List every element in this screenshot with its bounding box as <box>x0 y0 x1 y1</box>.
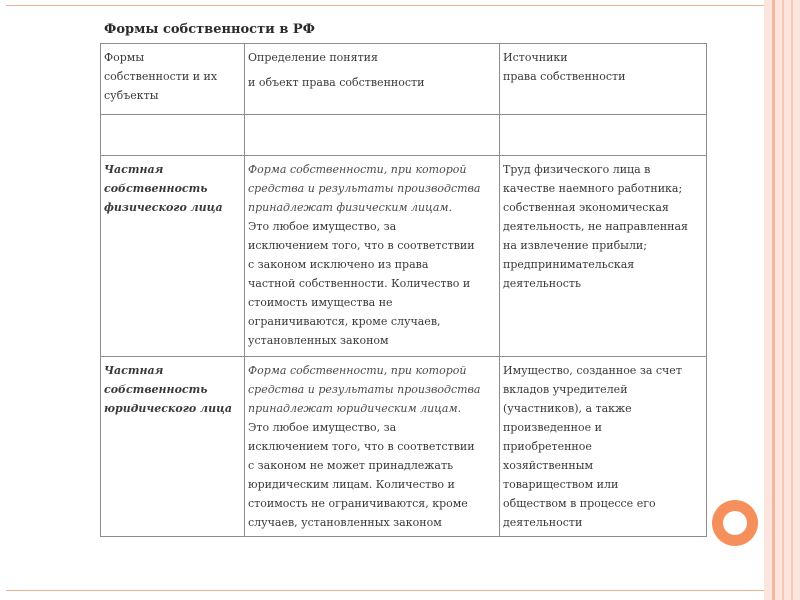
subject-text: собственность <box>104 182 208 195</box>
definition-italic-text: Форма собственности, при которой <box>248 364 467 377</box>
sources-text: (участников), а также <box>503 402 632 415</box>
subject-cell <box>101 357 245 537</box>
definition-text: Это любое имущество, за <box>248 220 397 233</box>
subject-cell <box>101 156 245 357</box>
definition-text: случаев, установленных законом <box>248 516 442 529</box>
sources-text: деятельность, не направленная <box>503 220 688 233</box>
definition-text: с законом исключено из права <box>248 258 429 271</box>
sources-cell <box>500 156 707 357</box>
definition-italic-text: принадлежат физическим лицам. <box>248 201 452 214</box>
definition-italic-text: средства и результаты производства <box>248 182 481 195</box>
sources-text: хозяйственным <box>503 459 594 472</box>
header-text: права собственности <box>503 70 626 83</box>
definition-text: установленных законом <box>248 334 389 347</box>
header-sources <box>500 44 707 115</box>
table-row <box>101 156 707 357</box>
sources-text: обществом в процессе его <box>503 497 656 510</box>
subject-text: юридического лица <box>104 402 233 415</box>
decorative-right-band <box>764 0 800 600</box>
frame-bottom-line <box>6 590 794 591</box>
decorative-stripe <box>782 0 784 600</box>
sources-text: приобретенное <box>503 440 592 453</box>
header-text: Определение понятия <box>248 51 378 64</box>
sources-text: предпринимательская <box>503 258 635 271</box>
sources-text: деятельность <box>503 277 581 290</box>
ownership-forms-table <box>100 43 707 537</box>
definition-text: стоимость не ограничиваются, кроме <box>248 497 468 510</box>
header-text: и объект права собственности <box>248 76 425 89</box>
definition-cell <box>245 156 500 357</box>
table-header-row <box>101 44 707 115</box>
definition-text: исключением того, что в соответствии <box>248 440 475 453</box>
header-text: Источники <box>503 51 568 64</box>
definition-text: ограничиваются, кроме случаев, <box>248 315 441 328</box>
empty-cell <box>101 115 245 156</box>
table-empty-row <box>101 115 707 156</box>
subject-text: физического лица <box>104 201 223 214</box>
decorative-circle-icon <box>712 500 758 546</box>
definition-text: частной собственности. Количество и <box>248 277 471 290</box>
decorative-stripe <box>791 0 793 600</box>
sources-text: деятельности <box>503 516 583 529</box>
definition-italic-text: средства и результаты производства <box>248 383 481 396</box>
sources-text: Труд физического лица в <box>503 163 651 176</box>
header-text: Формы <box>104 51 145 64</box>
definition-italic-text: принадлежат юридическим лицам. <box>248 402 462 415</box>
definition-text: с законом не может принадлежать <box>248 459 454 472</box>
decorative-stripe <box>772 0 775 600</box>
sources-text: качестве наемного работника; <box>503 182 683 195</box>
frame-top-line <box>6 5 794 6</box>
subject-text: собственность <box>104 383 208 396</box>
header-definition <box>245 44 500 115</box>
definition-text: юридическим лицам. Количество и <box>248 478 455 491</box>
subject-text: Частная <box>104 163 164 176</box>
definition-text: Это любое имущество, за <box>248 421 397 434</box>
header-forms <box>101 44 245 115</box>
definition-italic-text: Форма собственности, при которой <box>248 163 467 176</box>
definition-cell <box>245 357 500 537</box>
empty-cell <box>500 115 707 156</box>
header-text: собственности и их <box>104 70 218 83</box>
header-text: субъекты <box>104 89 159 102</box>
sources-text: Имущество, созданное за счет <box>503 364 682 377</box>
sources-text: произведенное и <box>503 421 602 434</box>
sources-text: товариществом или <box>503 478 619 491</box>
sources-text: собственная экономическая <box>503 201 669 214</box>
definition-text: исключением того, что в соответствии <box>248 239 475 252</box>
sources-text: на извлечение прибыли; <box>503 239 647 252</box>
sources-text: вкладов учредителей <box>503 383 628 396</box>
definition-text: стоимость имущества не <box>248 296 393 309</box>
table-row <box>101 357 707 537</box>
empty-cell <box>245 115 500 156</box>
subject-text: Частная <box>104 364 164 377</box>
sources-cell <box>500 357 707 537</box>
document-title: Формы собственности в РФ <box>104 22 315 37</box>
